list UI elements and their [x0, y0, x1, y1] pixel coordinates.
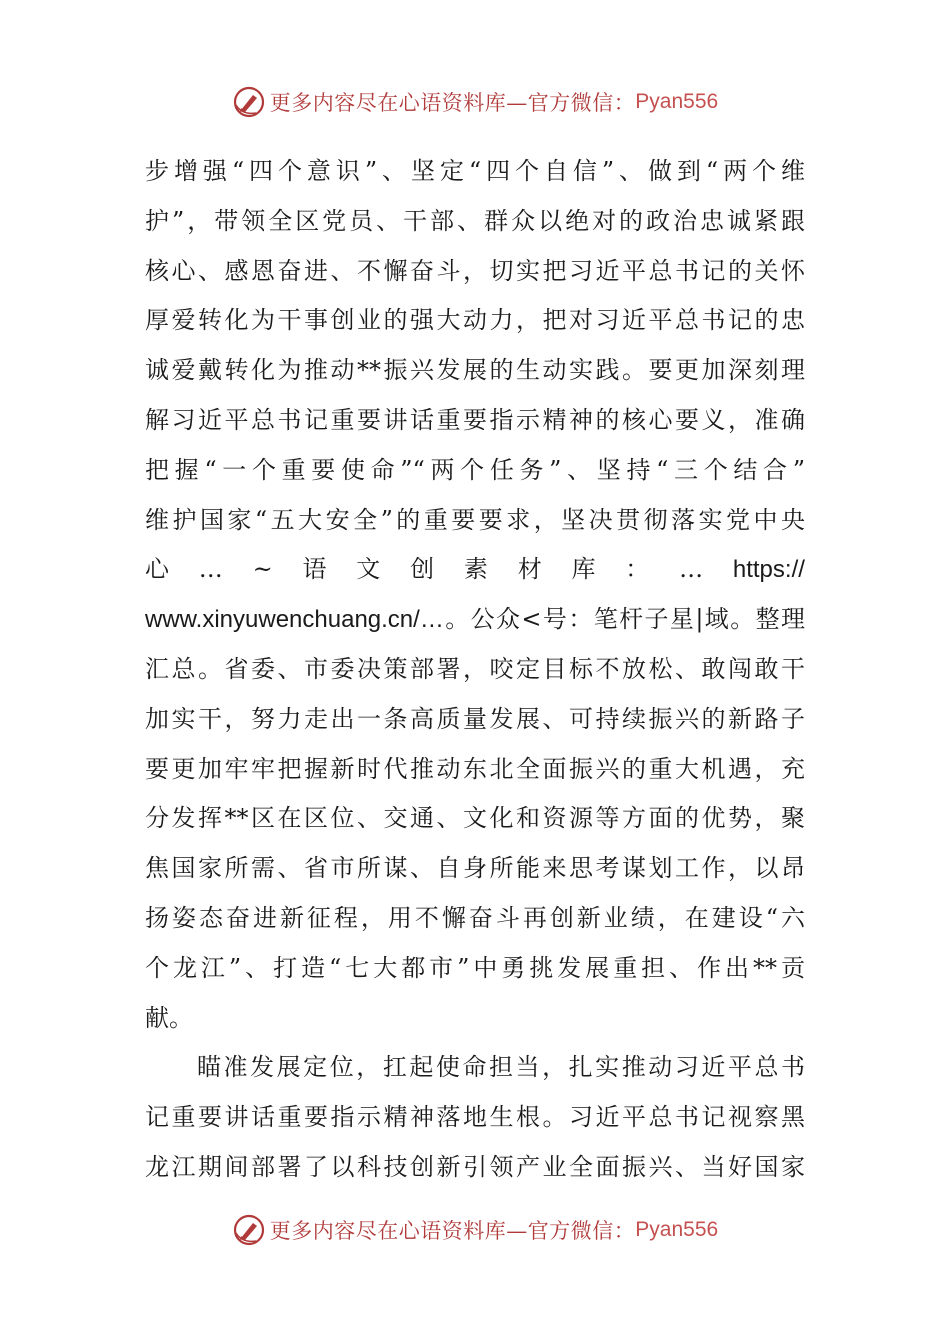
banner-text: 更多内容尽在心语资料库—官方微信： [269, 91, 636, 115]
text-line: 解习近平总书记重要讲话重要指示精神的核心要义，准确 [145, 405, 805, 434]
text-line: 护”，带领全区党员、干部、群众以绝对的政治忠诚紧跟 [145, 206, 805, 235]
text-line: 扬姿态奋进新征程，用不懈奋斗再创新业绩，在建设“六 [145, 903, 805, 932]
text-line: 核心、感恩奋进、不懈奋斗，切实把习近平总书记的关怀 [145, 256, 805, 285]
ad-char: 创 [410, 555, 435, 584]
ad-char: … [679, 555, 704, 584]
paragraph-start-line: 瞄准发展定位，扛起使命担当，扎实推动习近平总书 [197, 1053, 805, 1082]
ad-char: … [198, 555, 223, 584]
text-line: 分发挥**区在区位、交通、文化和资源等方面的优势，聚 [145, 804, 805, 833]
ad-text: 。公众<号：笔杆子星|域。整理 [443, 605, 805, 634]
ad-url: www.xinyuwenchuang.cn/… [145, 606, 444, 634]
text-line: 焦国家所需、省市所谋、自身所能来思考谋划工作，以昂 [145, 854, 805, 883]
ad-char: ： [625, 555, 650, 584]
footer-watermark-banner [0, 1210, 950, 1250]
pen-nib-logo-icon [232, 85, 266, 119]
text-line: 个龙江”、打造“七大都市”中勇挑发展重担、作出**贡 [145, 953, 805, 982]
text-line: 加实干，努力走出一条高质量发展、可持续振兴的新路子 [145, 704, 805, 733]
ad-char: 素 [463, 555, 488, 584]
ad-char: ~ [252, 555, 273, 584]
text-line: 把握“一个重要使命”“两个任务”、坚持“三个结合” [145, 455, 805, 484]
inserted-ad-line [145, 545, 805, 595]
ad-char: 心 [145, 555, 169, 584]
ad-char: 语 [302, 555, 327, 584]
pen-nib-logo-icon [232, 1213, 266, 1247]
ad-char: 材 [517, 555, 542, 584]
banner-account: Pyan556 [635, 90, 719, 113]
text-line: 龙江期间部署了以科技创新引领产业全面振兴、当好国家 [145, 1152, 805, 1181]
banner-account: Pyan556 [635, 1218, 719, 1241]
text-line: 诚爱戴转化为推动**振兴发展的生动实践。要更加深刻理 [145, 356, 805, 385]
ad-char: 库 [571, 555, 596, 584]
inserted-ad-line-2 [145, 595, 805, 645]
text-line: 记重要讲话重要指示精神落地生根。习近平总书记视察黑 [145, 1103, 805, 1132]
text-line: 厚爱转化为干事创业的强大动力，把对习近平总书记的忠 [145, 306, 805, 335]
text-line: 步增强“四个意识”、坚定“四个自信”、做到“两个维 [145, 157, 805, 185]
text-line-end: 献。 [145, 1003, 193, 1032]
text-line: 维护国家“五大安全”的重要要求，坚决贯彻落实党中央 [145, 505, 805, 534]
header-watermark-banner [0, 82, 950, 122]
document-body [145, 147, 805, 1193]
ad-url-start: https:// [732, 556, 805, 584]
ad-char: 文 [356, 555, 381, 584]
text-line: 要更加牢牢把握新时代推动东北全面振兴的重大机遇，充 [145, 754, 805, 783]
text-line: 汇总。省委、市委决策部署，咬定目标不放松、敢闯敢干 [145, 654, 805, 683]
banner-text: 更多内容尽在心语资料库—官方微信： [269, 1219, 636, 1243]
